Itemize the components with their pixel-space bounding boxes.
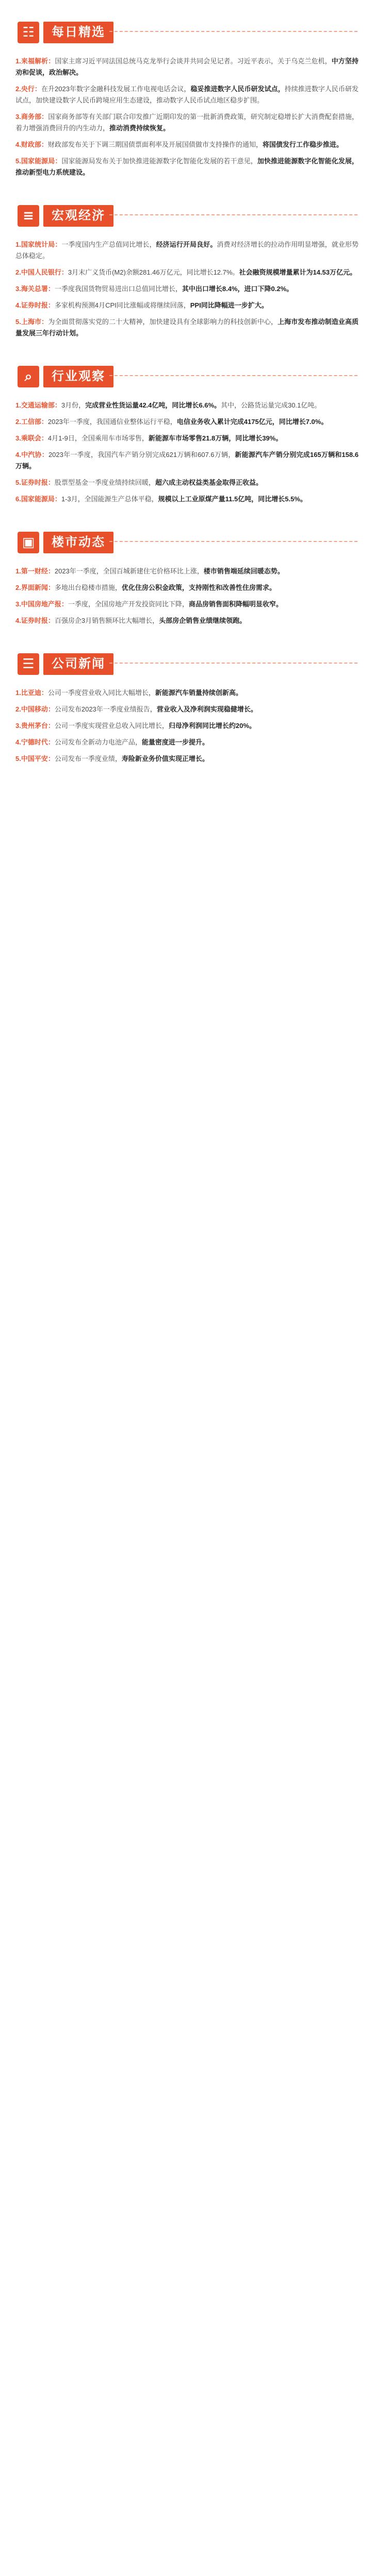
item-source: 国家能源局： [21, 495, 61, 503]
section-header [6, 529, 368, 556]
item-number: 2. [15, 418, 21, 426]
item-text: 3月份， [61, 401, 86, 409]
section-rule [109, 31, 357, 32]
document-icon: ☰ [18, 653, 39, 675]
item-text: 多家机构预测4月CPI同比涨幅或将继续回落， [54, 301, 190, 309]
item-number: 1. [15, 689, 21, 697]
item-highlight: 新能源汽车产销分别完成165万辆和158.6万辆。 [15, 451, 359, 470]
section-title: 行业观察 [43, 366, 113, 387]
section-rule [109, 214, 357, 215]
item-source: 贵州茅台： [21, 722, 55, 730]
item-text: 国家能源局发布关于加快推进能源数字化智能化发展的若干意见， [61, 157, 257, 165]
news-item [15, 615, 359, 626]
item-text: 一季度，全国房地产开发投资同比下降， [68, 600, 189, 608]
item-source: 比亚迪： [21, 689, 48, 697]
item-source: 乘联会： [21, 434, 48, 442]
news-item [15, 599, 359, 610]
item-highlight: 商品房销售面积降幅明显收窄。 [188, 600, 283, 608]
search-icon: ⌕ [18, 366, 39, 387]
news-item [15, 753, 359, 765]
item-number: 3. [15, 113, 21, 121]
section-rule [109, 541, 357, 542]
item-text: 1-3月，全国能源生产总体平稳， [61, 495, 158, 503]
item-text: 在升2023年数字金融科技发展工作电视电话会议， [41, 85, 191, 93]
item-source: 财政部： [21, 141, 48, 148]
section-title: 楼市动态 [43, 532, 113, 553]
item-number: 4. [15, 738, 21, 746]
news-item [15, 139, 359, 150]
item-highlight: 将国债发行工作稳步推进。 [262, 141, 343, 148]
news-item [15, 156, 359, 178]
item-number: 4. [15, 141, 21, 148]
item-number: 3. [15, 285, 21, 293]
item-source: 证券时报： [21, 617, 55, 624]
item-highlight: 其中出口增长8.4%，进口下降0.2%。 [182, 285, 294, 293]
news-item [15, 316, 359, 339]
item-source: 中国人民银行： [21, 268, 68, 276]
item-number: 2. [15, 584, 21, 591]
item-source: 第一财经： [21, 567, 55, 575]
item-text: 2023年一季度，全国百城新建住宅价格环比上涨， [54, 567, 204, 575]
item-highlight: 推动消费持续恢复。 [109, 124, 170, 132]
section-items [15, 56, 359, 178]
item-number: 3. [15, 434, 21, 442]
item-highlight: 加快推进能源数字化智能化发展，推动新型电力系统建设。 [15, 157, 359, 176]
item-number: 5. [15, 479, 21, 486]
item-source: 中国移动： [21, 705, 55, 713]
item-highlight: 中方坚持劝和促谈，政治解决。 [15, 57, 359, 76]
section-header [6, 19, 368, 46]
section-rule [109, 663, 357, 664]
item-text-extra: 持续推进数字人民币研发试点，加快建设数字人民币跨境应用生态建设，推动数字人民币试点地区稳步扩围。 [15, 85, 359, 104]
item-highlight: 完成营业性货运量42.4亿吨，同比增长6.6%。 [85, 401, 221, 409]
item-source: 宁德时代： [21, 738, 55, 746]
item-text: 2023年一季度，我国汽车产销分别完成621万辆和607.6万辆， [48, 451, 235, 459]
item-highlight: 寿险新业务价值实现正增长。 [121, 755, 209, 762]
content-root [0, 0, 374, 765]
item-highlight: 营业收入及净利润实现稳健增长。 [156, 705, 257, 713]
item-text: 国家主席习近平同法国总统马克龙举行会谈并共同会见记者。习近平表示，关于乌克兰危机， [55, 57, 332, 65]
item-number: 2. [15, 705, 21, 713]
item-text: 公司发布全新动力电池产品， [54, 738, 142, 746]
section-items [15, 400, 359, 505]
item-number: 6. [15, 495, 21, 503]
item-text: 国家商务部等有关部门联合印发推广近期印发的第一批新消费政策，研究制定稳增长扩大消费配套措施，着力增强消费回升的内生动力， [15, 113, 359, 132]
item-text: 4月1-9日，全国乘用车市场零售， [47, 434, 149, 442]
item-text: 公司一季度营业收入同比大幅增长， [47, 689, 155, 697]
item-source: 中国房地产报： [21, 600, 68, 608]
item-highlight: 规模以上工业原煤产量11.5亿吨，同比增长5.5%。 [158, 495, 307, 503]
news-item [15, 704, 359, 715]
item-text-extra: 其中，公路货运量完成30.1亿吨。 [221, 401, 321, 409]
item-source: 海关总署： [21, 285, 55, 293]
item-source: 工信部： [21, 418, 48, 426]
item-source: 证券时报： [21, 479, 55, 486]
news-item [15, 687, 359, 699]
news-item [15, 720, 359, 732]
section-items [15, 239, 359, 339]
news-item [15, 56, 359, 78]
item-text: 公司发布一季度业绩， [54, 755, 122, 762]
item-highlight: PPI同比降幅进一步扩大。 [190, 301, 268, 309]
item-highlight: 优化住房公积金政策，支持刚性和改善性住房需求。 [121, 584, 276, 591]
building-icon: ▣ [18, 532, 39, 553]
calendar-icon: ☷ [18, 22, 39, 43]
news-item [15, 737, 359, 748]
item-text: 一季度国内生产总值同比增长， [61, 241, 156, 248]
news-item [15, 416, 359, 428]
item-number: 2. [15, 268, 21, 276]
item-text: 多地出台稳楼市措施， [54, 584, 122, 591]
item-text: 百强房企3月销售额环比大幅增长， [54, 617, 159, 624]
item-number: 1. [15, 401, 21, 409]
item-number: 2. [15, 85, 21, 93]
item-source: 中汽协： [21, 451, 48, 459]
item-text: 2023年一季度，我国通信业整体运行平稳， [47, 418, 177, 426]
item-text: 3月末广义货币(M2)余额281.46万亿元，同比增长12.7%。 [68, 268, 239, 276]
item-highlight: 超六成主动权益类基金取得正收益。 [155, 479, 263, 486]
item-number: 4. [15, 451, 21, 459]
section-items [15, 687, 359, 765]
item-source: 央行： [21, 85, 41, 93]
item-number: 5. [15, 755, 21, 762]
item-source: 中国平安： [21, 755, 55, 762]
item-highlight: 能量密度进一步提升。 [141, 738, 209, 746]
item-number: 4. [15, 301, 21, 309]
section-rule [109, 375, 357, 376]
item-number: 5. [15, 157, 21, 165]
item-text: 为全面贯彻落实党的二十大精神，加快建设具有全球影响力的科技创新中心， [48, 318, 278, 326]
news-item [15, 300, 359, 311]
item-source: 来福解析： [21, 57, 55, 65]
item-text: 财政部发布关于下调三期国债票面利率及开展国债做市支持操作的通知， [47, 141, 263, 148]
section-items [15, 566, 359, 626]
item-highlight: 电信业务收入累计完成4175亿元，同比增长7.0%。 [176, 418, 328, 426]
chart-bar-icon: ≡ [18, 205, 39, 227]
news-item [15, 283, 359, 295]
item-number: 1. [15, 567, 21, 575]
item-number: 3. [15, 722, 21, 730]
news-item [15, 400, 359, 411]
item-number: 1. [15, 57, 21, 65]
item-highlight: 新能源汽车销量持续创新高。 [155, 689, 242, 697]
item-source: 界面新闻： [21, 584, 55, 591]
item-highlight: 楼市销售端延续回暖态势。 [203, 567, 284, 575]
item-highlight: 新能源车市场零售21.8万辆，同比增长39%。 [148, 434, 283, 442]
item-highlight: 稳妥推进数字人民币研发试点， [190, 85, 285, 93]
item-number: 5. [15, 318, 21, 326]
news-item [15, 83, 359, 106]
item-highlight: 头部房企销售业绩继续领跑。 [159, 617, 247, 624]
item-text: 一季度我国货物贸易进出口总值同比增长， [54, 285, 182, 293]
item-source: 国家统计局： [21, 241, 62, 248]
item-number: 4. [15, 617, 21, 624]
section-header [6, 363, 368, 391]
item-number: 1. [15, 241, 21, 248]
news-item [15, 566, 359, 577]
news-item [15, 449, 359, 472]
news-item [15, 239, 359, 262]
item-source: 证券时报： [21, 301, 55, 309]
item-highlight: 上海市发布推动制造业高质量发展三年行动计划。 [15, 318, 359, 337]
news-item [15, 267, 359, 278]
section-title: 每日精选 [43, 22, 113, 43]
news-item [15, 111, 359, 134]
news-item [15, 582, 359, 594]
section-title: 公司新闻 [43, 653, 113, 675]
item-source: 商务部： [21, 113, 48, 121]
item-number: 3. [15, 600, 21, 608]
news-item [15, 494, 359, 505]
section-header [6, 650, 368, 678]
section-header [6, 202, 368, 230]
news-item [15, 477, 359, 488]
item-text: 股票型基金一季度业绩持续回暖， [54, 479, 155, 486]
item-text: 公司一季度实现营业总收入同比增长， [54, 722, 169, 730]
item-source: 国家能源局： [21, 157, 62, 165]
section-title: 宏观经济 [43, 205, 113, 227]
item-highlight: 归母净利润同比增长约20%。 [168, 722, 256, 730]
item-text-extra: 消费对经济增长的拉动作用明显增强，就业形势总体稳定。 [15, 241, 359, 260]
news-item [15, 433, 359, 444]
item-highlight: 社会融资规模增量累计为14.53万亿元。 [239, 268, 356, 276]
item-text: 公司发布2023年一季度业绩报告， [54, 705, 157, 713]
item-highlight: 经济运行开局良好。 [156, 241, 217, 248]
item-source: 交通运输部： [21, 401, 61, 409]
item-source: 上海市： [21, 318, 48, 326]
